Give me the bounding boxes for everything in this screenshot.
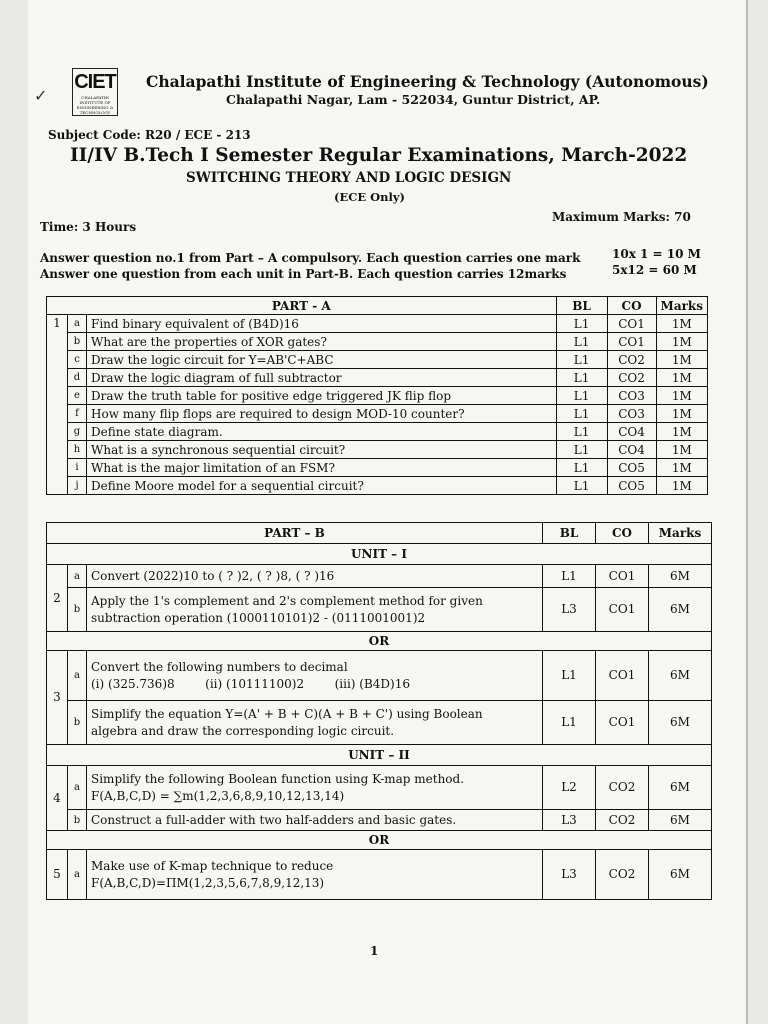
or-row bbox=[47, 831, 712, 850]
exam-duration: Time: 3 Hours bbox=[40, 220, 137, 234]
course-outcome: CO5 bbox=[607, 459, 656, 477]
col-bl: BL bbox=[556, 297, 607, 315]
table-row bbox=[47, 369, 708, 387]
question-line-2: F(A,B,C,D)=ΠM(1,2,3,5,6,7,8,9,12,13) bbox=[91, 875, 325, 890]
sub-letter: a bbox=[68, 766, 87, 810]
question-number: 2 bbox=[47, 565, 68, 632]
marks: 6M bbox=[649, 701, 712, 745]
marks: 1M bbox=[656, 387, 707, 405]
sub-letter: b bbox=[68, 810, 87, 831]
table-row bbox=[47, 405, 708, 423]
or-label: OR bbox=[47, 632, 712, 651]
question-number: 5 bbox=[47, 850, 68, 900]
sub-letter: a bbox=[68, 315, 87, 333]
sub-letter: c bbox=[68, 351, 87, 369]
bloom-level: L1 bbox=[543, 651, 596, 701]
sub-letter: i bbox=[68, 459, 87, 477]
marks: 6M bbox=[649, 651, 712, 701]
marks: 1M bbox=[656, 459, 707, 477]
question-text bbox=[87, 766, 543, 810]
sub-letter: b bbox=[68, 701, 87, 745]
col-marks: Marks bbox=[649, 523, 712, 544]
sub-letter: a bbox=[68, 565, 87, 588]
sub-letter: b bbox=[68, 588, 87, 632]
question-text: Draw the logic circuit for Y=AB'C+ABC bbox=[87, 351, 557, 369]
marks: 1M bbox=[656, 405, 707, 423]
sub-letter: j bbox=[68, 477, 87, 495]
marks: 1M bbox=[656, 333, 707, 351]
col-marks: Marks bbox=[656, 297, 707, 315]
bloom-level: L1 bbox=[556, 459, 607, 477]
course-outcome: CO3 bbox=[607, 387, 656, 405]
question-number: 3 bbox=[47, 651, 68, 745]
table-row bbox=[47, 459, 708, 477]
sub-letter: a bbox=[68, 850, 87, 900]
marks: 6M bbox=[649, 810, 712, 831]
sub-letter: a bbox=[68, 651, 87, 701]
bloom-level: L1 bbox=[556, 477, 607, 495]
course-outcome: CO1 bbox=[607, 333, 656, 351]
unit-heading bbox=[47, 544, 712, 565]
subject-code: Subject Code: R20 / ECE - 213 bbox=[48, 128, 251, 142]
unit-2-title: UNIT – II bbox=[47, 745, 712, 766]
part-b-header bbox=[47, 523, 712, 544]
marks: 1M bbox=[656, 351, 707, 369]
table-row bbox=[47, 766, 712, 810]
question-text bbox=[87, 588, 543, 632]
table-row bbox=[47, 351, 708, 369]
question-text: What are the properties of XOR gates? bbox=[87, 333, 557, 351]
question-line-2: F(A,B,C,D) = ∑m(1,2,3,6,8,9,10,12,13,14) bbox=[91, 788, 345, 803]
table-row bbox=[47, 850, 712, 900]
table-row bbox=[47, 651, 712, 701]
table-row bbox=[47, 565, 712, 588]
branch: (ECE Only) bbox=[334, 190, 405, 204]
marks: 1M bbox=[656, 441, 707, 459]
bloom-level: L3 bbox=[543, 850, 596, 900]
part-b-table bbox=[46, 522, 712, 900]
question-text: Define state diagram. bbox=[87, 423, 557, 441]
question-line-1: Apply the 1's complement and 2's complement method for given bbox=[91, 593, 483, 608]
bloom-level: L3 bbox=[543, 588, 596, 632]
course-outcome: CO1 bbox=[596, 588, 649, 632]
marks-summary-b: 5x12 = 60 M bbox=[612, 263, 697, 277]
logo-text: CIET bbox=[74, 71, 116, 93]
sub-letter: g bbox=[68, 423, 87, 441]
table-row bbox=[47, 810, 712, 831]
bloom-level: L1 bbox=[556, 405, 607, 423]
pen-mark: ✓ bbox=[34, 86, 48, 105]
question-line-2: (i) (325.736)8 (ii) (10111100)2 (iii) (B4D)16 bbox=[91, 676, 410, 691]
logo-subtext: CHALAPATHI INSTITUTE OF ENGINEERING & TECHNOLOGY bbox=[76, 95, 114, 115]
question-text: Draw the truth table for positive edge triggered JK flip flop bbox=[87, 387, 557, 405]
course-outcome: CO1 bbox=[596, 565, 649, 588]
table-row bbox=[47, 423, 708, 441]
bloom-level: L1 bbox=[556, 423, 607, 441]
course-title: SWITCHING THEORY AND LOGIC DESIGN bbox=[186, 170, 512, 186]
course-outcome: CO1 bbox=[596, 701, 649, 745]
course-outcome: CO3 bbox=[607, 405, 656, 423]
question-text: Draw the logic diagram of full subtractor bbox=[87, 369, 557, 387]
unit-1-title: UNIT – I bbox=[47, 544, 712, 565]
sub-letter: d bbox=[68, 369, 87, 387]
bloom-level: L1 bbox=[556, 315, 607, 333]
question-text: Convert (2022)10 to ( ? )2, ( ? )8, ( ? )16 bbox=[87, 565, 543, 588]
marks: 6M bbox=[649, 766, 712, 810]
institute-logo bbox=[72, 68, 118, 116]
table-row bbox=[47, 441, 708, 459]
bloom-level: L1 bbox=[556, 441, 607, 459]
question-line-2: algebra and draw the corresponding logic circuit. bbox=[91, 723, 395, 738]
exam-title: II/IV B.Tech I Semester Regular Examinations, March-2022 bbox=[70, 145, 688, 166]
unit-heading bbox=[47, 745, 712, 766]
sub-letter: f bbox=[68, 405, 87, 423]
question-number: 4 bbox=[47, 766, 68, 831]
bloom-level: L1 bbox=[556, 351, 607, 369]
course-outcome: CO2 bbox=[607, 351, 656, 369]
question-text: How many flip flops are required to design MOD-10 counter? bbox=[87, 405, 557, 423]
course-outcome: CO1 bbox=[596, 651, 649, 701]
instruction-part-b: Answer one question from each unit in Part-B. Each question carries 12marks bbox=[40, 267, 567, 281]
course-outcome: CO1 bbox=[607, 315, 656, 333]
part-a-table bbox=[46, 296, 708, 495]
part-b-title: PART – B bbox=[47, 523, 543, 544]
marks: 1M bbox=[656, 315, 707, 333]
sub-letter: e bbox=[68, 387, 87, 405]
institute-name: Chalapathi Institute of Engineering & Technology (Autonomous) bbox=[146, 72, 709, 91]
max-marks: Maximum Marks: 70 bbox=[552, 210, 691, 224]
question-line-1: Simplify the following Boolean function using K-map method. bbox=[91, 771, 465, 786]
bloom-level: L1 bbox=[543, 701, 596, 745]
bloom-level: L3 bbox=[543, 810, 596, 831]
col-bl: BL bbox=[543, 523, 596, 544]
question-line-1: Simplify the equation Y=(A' + B + C)(A + B + C') using Boolean bbox=[91, 706, 483, 721]
part-a-header bbox=[47, 297, 708, 315]
sub-letter: h bbox=[68, 441, 87, 459]
table-row bbox=[47, 588, 712, 632]
table-row bbox=[47, 701, 712, 745]
table-row bbox=[47, 315, 708, 333]
course-outcome: CO2 bbox=[596, 766, 649, 810]
marks: 6M bbox=[649, 565, 712, 588]
marks: 1M bbox=[656, 423, 707, 441]
question-text bbox=[87, 651, 543, 701]
marks: 6M bbox=[649, 850, 712, 900]
course-outcome: CO2 bbox=[607, 369, 656, 387]
question-line-1: Convert the following numbers to decimal bbox=[91, 659, 348, 674]
or-row bbox=[47, 632, 712, 651]
course-outcome: CO2 bbox=[596, 850, 649, 900]
bloom-level: L2 bbox=[543, 766, 596, 810]
or-label: OR bbox=[47, 831, 712, 850]
question-text: Construct a full-adder with two half-adders and basic gates. bbox=[87, 810, 543, 831]
col-co: CO bbox=[607, 297, 656, 315]
question-number: 1 bbox=[47, 315, 68, 495]
course-outcome: CO4 bbox=[607, 441, 656, 459]
question-line-2: subtraction operation (1000110101)2 - (0111001001)2 bbox=[91, 610, 426, 625]
course-outcome: CO4 bbox=[607, 423, 656, 441]
part-a-title: PART - A bbox=[47, 297, 557, 315]
marks: 1M bbox=[656, 477, 707, 495]
question-line-1: Make use of K-map technique to reduce bbox=[91, 858, 334, 873]
course-outcome: CO2 bbox=[596, 810, 649, 831]
question-text: Find binary equivalent of (B4D)16 bbox=[87, 315, 557, 333]
col-co: CO bbox=[596, 523, 649, 544]
table-row bbox=[47, 333, 708, 351]
course-outcome: CO5 bbox=[607, 477, 656, 495]
table-row bbox=[47, 477, 708, 495]
question-text bbox=[87, 701, 543, 745]
marks: 1M bbox=[656, 369, 707, 387]
page-number: 1 bbox=[370, 944, 379, 958]
question-text: What is a synchronous sequential circuit? bbox=[87, 441, 557, 459]
marks: 6M bbox=[649, 588, 712, 632]
bloom-level: L1 bbox=[543, 565, 596, 588]
institute-address: Chalapathi Nagar, Lam - 522034, Guntur District, AP. bbox=[226, 92, 601, 107]
bloom-level: L1 bbox=[556, 369, 607, 387]
table-row bbox=[47, 387, 708, 405]
bloom-level: L1 bbox=[556, 333, 607, 351]
bloom-level: L1 bbox=[556, 387, 607, 405]
sub-letter: b bbox=[68, 333, 87, 351]
question-text: What is the major limitation of an FSM? bbox=[87, 459, 557, 477]
question-text bbox=[87, 850, 543, 900]
instruction-part-a: Answer question no.1 from Part – A compulsory. Each question carries one mark bbox=[40, 251, 581, 265]
marks-summary-a: 10x 1 = 10 M bbox=[612, 247, 701, 261]
question-text: Define Moore model for a sequential circuit? bbox=[87, 477, 557, 495]
